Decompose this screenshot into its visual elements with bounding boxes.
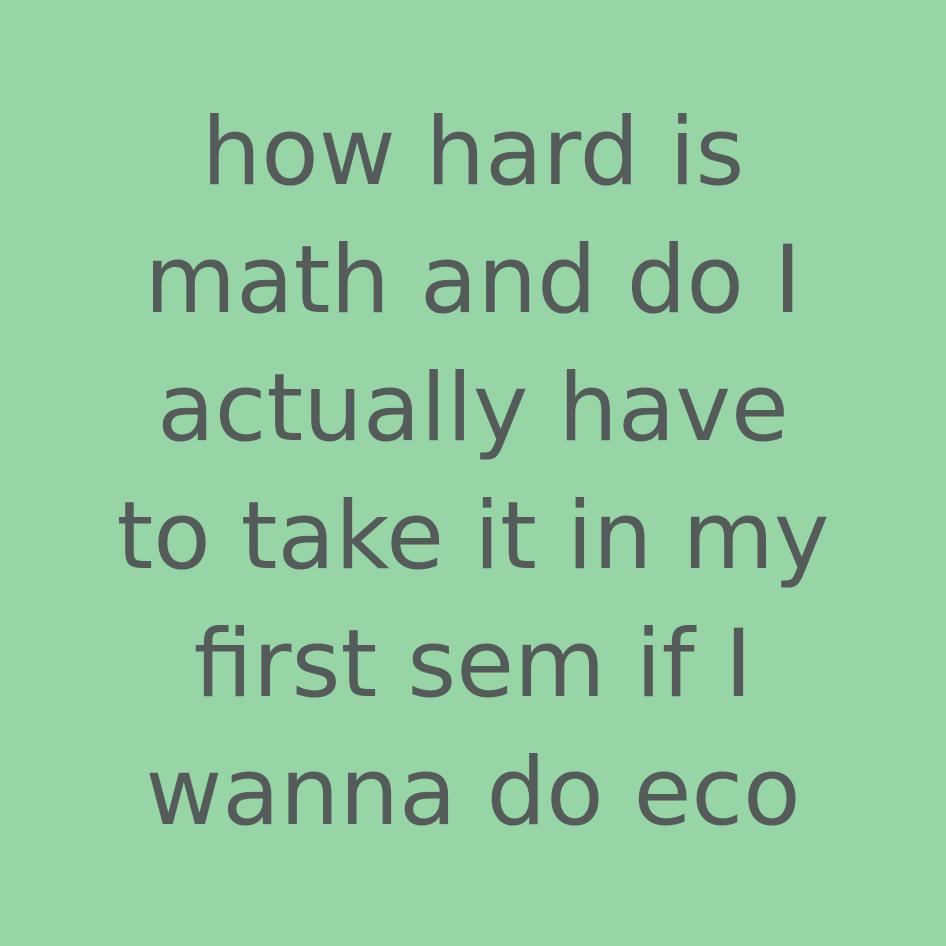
question-line-2: math and do I [144, 226, 802, 335]
question-line-4: to take it in my [116, 482, 830, 591]
question-line-5: first sem if I [193, 610, 753, 719]
question-line-6: wanna do eco [145, 738, 801, 847]
question-text [43, 89, 903, 857]
question-line-3: actually have [157, 354, 789, 463]
question-line-1: how hard is [201, 98, 745, 207]
